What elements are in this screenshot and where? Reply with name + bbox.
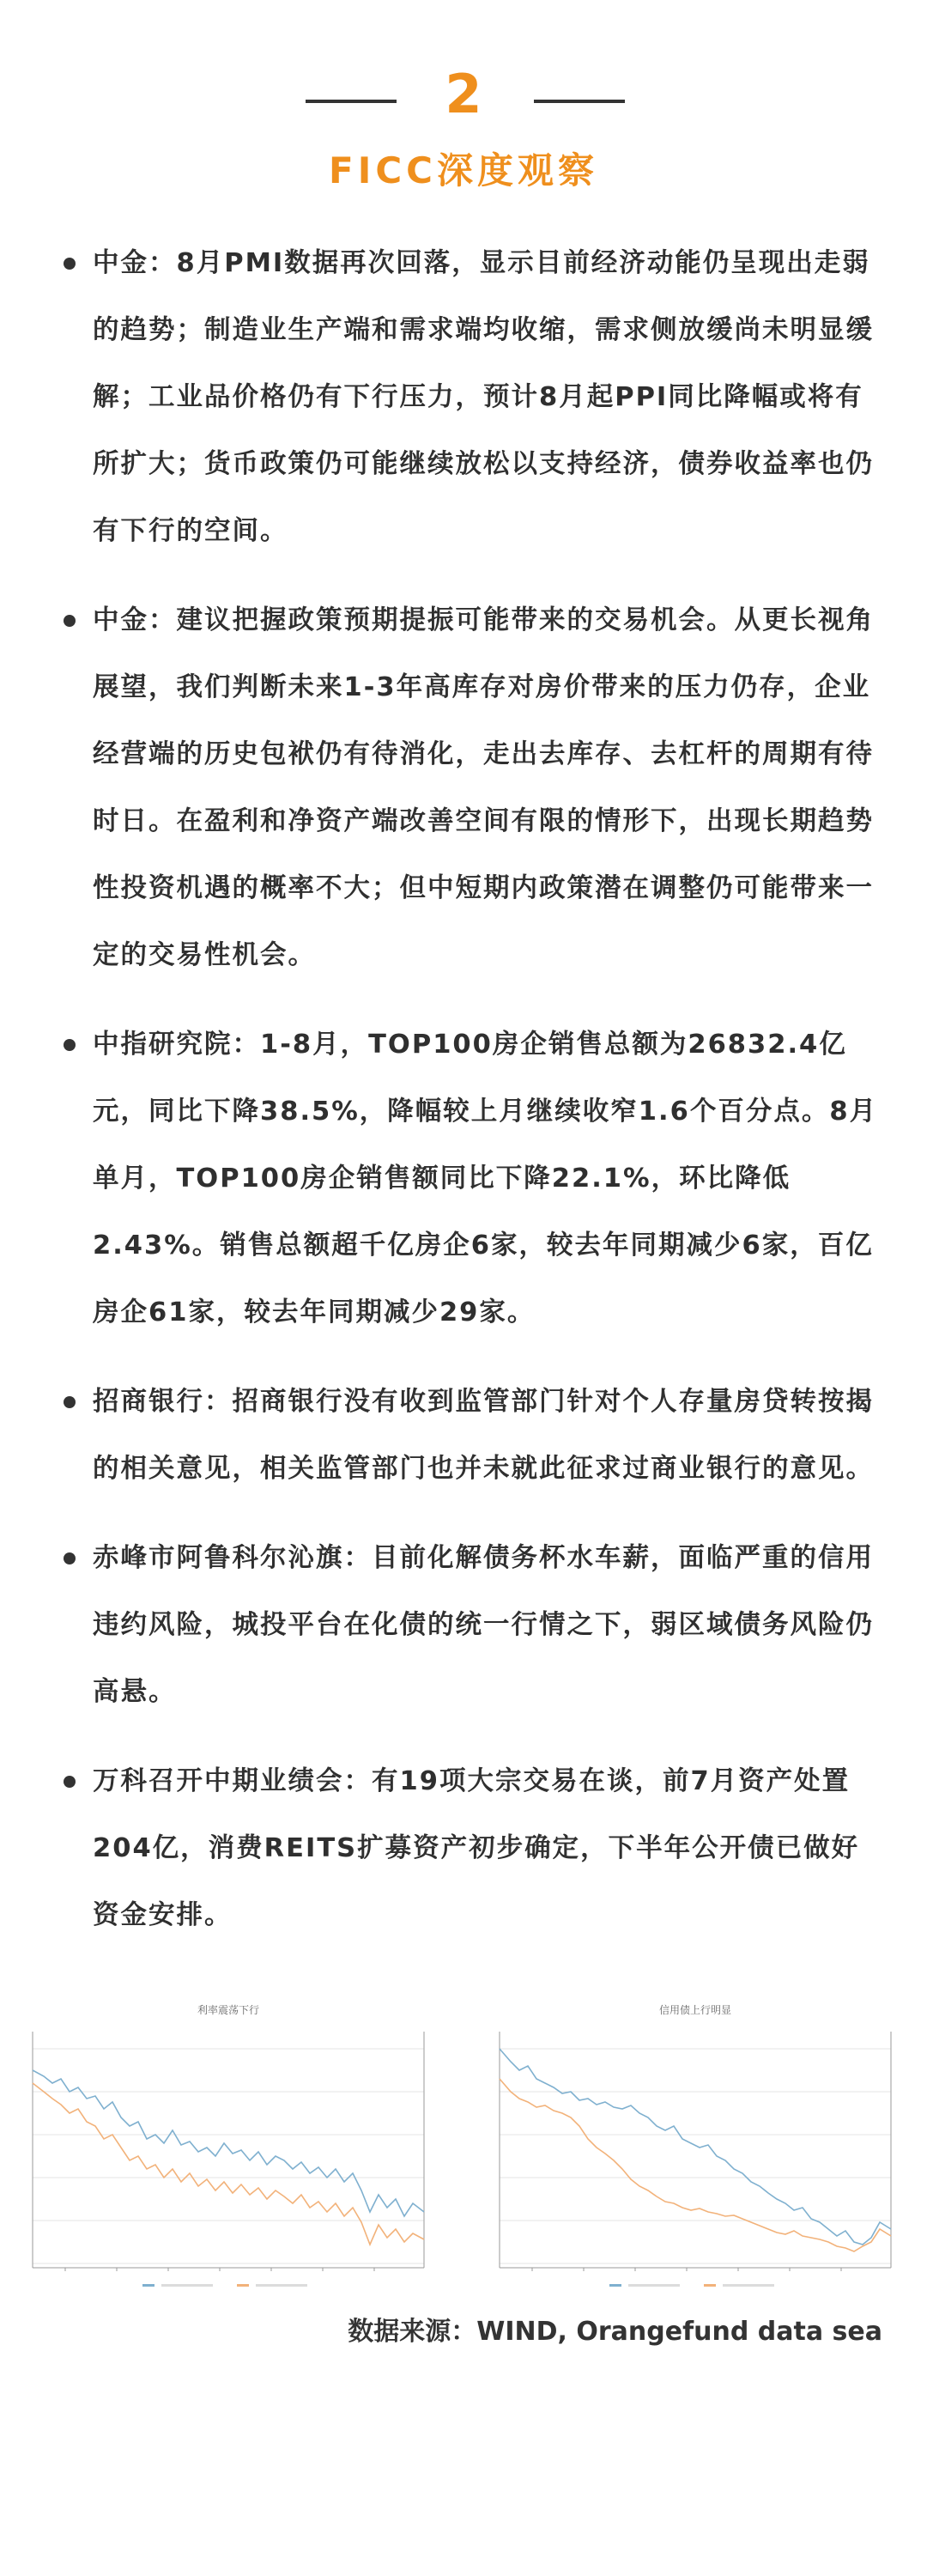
chart-credit-title: 信用债上行明显 [658, 2004, 731, 2016]
bullet-text: 中金：8月PMI数据再次回落，显示目前经济动能仍呈现出走弱的趋势；制造业生产端和需求端均收缩，需求侧放缓尚未明显缓解；工业品价格仍有下行压力，预计8月起PPI同比降幅或将有所扩大；货币政策仍可能继续放松以支持经济，债券收益率也仍有下行的空间。 [93, 248, 874, 546]
chart-rates-image [14, 1997, 443, 2306]
bullet-text: 中金：建议把握政策预期提振可能带来的交易机会。从更长视角展望，我们判断未来1-3年高库存对房价带来的压力仍存，企业经营端的历史包袱仍有待消化，走出去库存、去杠杆的周期有待时日。在盈利和净资产端改善空间有限的情形下，出现长期趋势性投资机遇的概率不大；但中短期内政策潜在调整仍可能带来一定的交易性机会。 [93, 605, 874, 970]
chart-credit-graphic [481, 1997, 910, 2306]
bullet-item [0, 1748, 927, 1949]
bullet-item [0, 230, 927, 565]
chart-rates-graphic [14, 1997, 443, 2306]
bullet-dot-icon [64, 258, 76, 270]
bullet-item [0, 1525, 927, 1726]
bullet-text: 招商银行：招商银行没有收到监管部门针对个人存量房贷转按揭的相关意见，相关监管部门也并未就此征求过商业银行的意见。 [93, 1387, 874, 1484]
bullet-dot-icon [64, 1039, 76, 1051]
chart-rates-title: 利率震荡下行 [197, 2004, 259, 2016]
bullet-text: 赤峰市阿鲁科尔沁旗：目前化解债务杯水车薪，面临严重的信用违约风险，城投平台在化债的统一行情之下，弱区域债务风险仍高悬。 [93, 1543, 874, 1707]
bullet-dot-icon [64, 615, 76, 627]
bullet-dot-icon [64, 1552, 76, 1564]
chart-images [0, 1997, 927, 2306]
bullet-item [0, 587, 927, 989]
section-header [0, 60, 927, 129]
section-title: FICC深度观察 [329, 149, 598, 191]
header-line-right [534, 100, 625, 103]
bullet-text: 中指研究院：1-8月，TOP100房企销售总额为26832.4亿元，同比下降38.5%，降幅较上月继续收窄1.6个百分点。8月单月，TOP100房企销售额同比下降22.1%，环比降低2.43%。销售总额超千亿房企6家，较去年同期减少6家，百亿房企61家，较去年同期减少29家。 [93, 1030, 878, 1327]
bullet-item [0, 1369, 927, 1503]
bullet-dot-icon [64, 1396, 76, 1408]
data-source-note: 数据来源：WIND, Orangefund data sea [348, 2317, 882, 2347]
section-number: 2 [445, 63, 482, 125]
bullet-dot-icon [64, 1776, 76, 1788]
bullet-text: 万科召开中期业绩会：有19项大宗交易在谈，前7月资产处置204亿，消费REITS扩募资产初步确定，下半年公开债已做好资金安排。 [93, 1766, 860, 1930]
news-bullet-list [0, 230, 927, 1971]
bullet-item [0, 1012, 927, 1346]
chart-credit-image [481, 1997, 910, 2306]
